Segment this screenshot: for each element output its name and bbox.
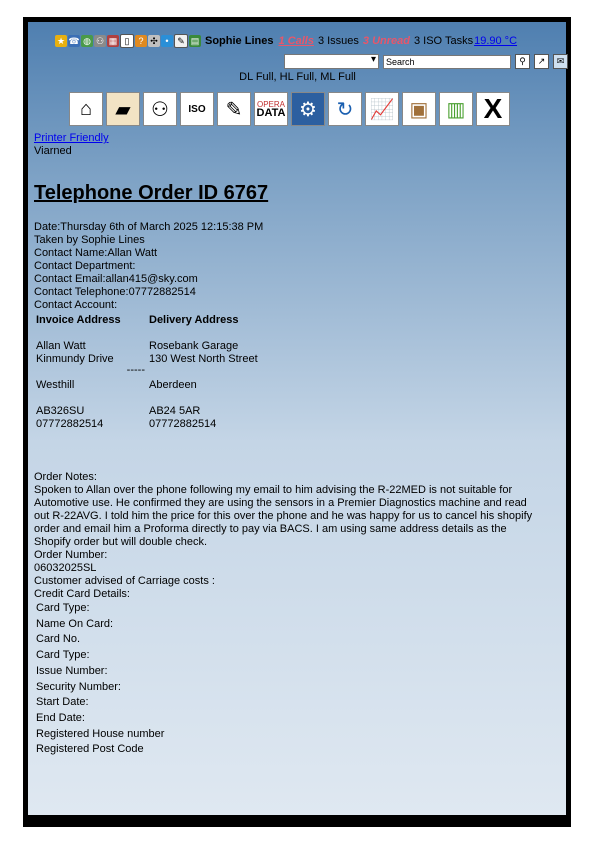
order-date: Date:Thursday 6th of March 2025 12:15:38 PM — [34, 221, 264, 233]
main-toolbar — [69, 92, 510, 126]
page-title: Telephone Order ID 6767 — [34, 182, 269, 204]
phone-icon[interactable]: ☎ — [68, 36, 80, 46]
card-field: End Date: — [36, 711, 85, 724]
top-status-bar — [55, 33, 517, 49]
search-icon[interactable]: ⚲ — [515, 54, 530, 69]
contact-name: Contact Name:Allan Watt — [34, 247, 158, 259]
order-number-label: Order Number: — [34, 549, 108, 561]
search-input[interactable]: Search — [383, 55, 511, 69]
card-field: Security Number: — [36, 680, 121, 693]
credit-card-details-label: Credit Card Details: — [34, 588, 130, 600]
issues-count[interactable]: 3 Issues — [317, 35, 359, 47]
calls-link[interactable]: 1 Calls — [278, 35, 314, 47]
box-icon[interactable]: ▣ — [402, 92, 436, 126]
card-field: Start Date: — [36, 696, 89, 709]
delivery-phone: 07772882514 — [149, 418, 217, 430]
chart-icon[interactable]: 📈 — [365, 92, 399, 126]
viewed-label: Viarned — [34, 145, 72, 157]
notes-icon[interactable]: ✎ — [217, 92, 251, 126]
card-field: Card No. — [36, 633, 81, 646]
card-field: Issue Number: — [36, 664, 108, 677]
iso-tasks-count[interactable]: 3 ISO Tasks — [413, 35, 474, 47]
card-field: Name On Card: — [36, 617, 114, 630]
invoice-address-line: Allan Watt — [36, 340, 86, 352]
puzzle-icon[interactable]: ✣ — [148, 35, 160, 47]
book-icon[interactable]: ▥ — [439, 92, 473, 126]
document-icon[interactable]: ▯ — [120, 34, 134, 48]
clipboard-icon[interactable]: ✎ — [174, 34, 188, 48]
spreadsheet-icon[interactable]: ▤ — [190, 36, 200, 46]
order-content — [34, 132, 559, 758]
card-field: Card Type: — [36, 602, 90, 614]
close-x-icon[interactable]: X — [476, 92, 510, 126]
user-name: Sophie Lines — [205, 35, 274, 47]
card-field: Card Type: — [36, 649, 90, 662]
invoice-postcode: AB326SU — [36, 405, 85, 417]
contact-email: Contact Email:allan415@sky.com — [34, 273, 198, 285]
card-field: Registered House number — [36, 727, 165, 740]
delivery-address-line: Aberdeen — [149, 379, 197, 391]
opera-data-icon[interactable]: OPERA DATA — [254, 92, 288, 126]
door-icon[interactable]: ▰ — [106, 92, 140, 126]
unread-count[interactable]: 3 Unread — [362, 35, 410, 47]
delivery-address-header: Delivery Address — [149, 314, 239, 326]
order-notes-text: Spoken to Allan over the phone following my email to him advising the R-22MED is not suitable for Automotive use. He confirmed they are using the sensors in a Premier Diagnostics machine and read out R-22AVG. I told him the price for this over the phone and he was happy for us to cancel his shopify order and email him a Proforma directly to pay via BACS. I am using same address details as the Shopify order but will double check. — [34, 484, 533, 548]
delivery-postcode: AB24 5AR — [149, 405, 201, 417]
address-table — [34, 314, 260, 431]
mail-icon[interactable]: ✉ — [553, 54, 568, 69]
calendar-icon[interactable]: ▦ — [108, 36, 118, 46]
card-field: Registered Post Code — [36, 743, 144, 756]
star-icon[interactable]: ★ — [56, 36, 66, 46]
contact-telephone: Contact Telephone:07772882514 — [34, 286, 196, 298]
contact-department: Contact Department: — [34, 260, 136, 272]
open-external-icon[interactable]: ↗ — [534, 54, 549, 69]
invoice-phone: 07772882514 — [36, 418, 104, 430]
carriage-costs: Customer advised of Carriage costs : — [34, 575, 215, 587]
help-icon[interactable]: ? — [135, 35, 147, 47]
contact-account: Contact Account: — [34, 299, 118, 311]
home-icon[interactable]: ⌂ — [69, 92, 103, 126]
order-number: 06032025SL — [34, 562, 97, 574]
invoice-address-header: Invoice Address — [36, 314, 121, 326]
users-icon[interactable]: ⚇ — [143, 92, 177, 126]
delivery-address-line: 130 West North Street — [149, 353, 258, 365]
invoice-address-line: Westhill — [36, 379, 75, 391]
order-notes-label: Order Notes: — [34, 471, 97, 483]
order-taken-by: Taken by Sophie Lines — [34, 234, 145, 246]
temperature-link[interactable]: 19.90 °C — [474, 35, 518, 47]
invoice-address-line: Kinmundy Drive — [36, 353, 114, 365]
group-icon[interactable]: ⚇ — [95, 36, 105, 46]
search-scope-select[interactable] — [284, 54, 379, 69]
iso-icon[interactable]: ISO — [180, 92, 214, 126]
globe-icon[interactable]: ◍ — [81, 35, 93, 47]
delivery-address-line: Rosebank Garage — [149, 340, 239, 352]
refresh-icon[interactable]: ↻ — [328, 92, 362, 126]
search-row — [284, 54, 568, 69]
printer-friendly-link[interactable]: Printer Friendly — [34, 132, 109, 144]
card-details-list — [34, 601, 559, 758]
dl-status-line: DL Full, HL Full, ML Full — [239, 71, 356, 83]
settings-gear-icon[interactable]: ⚙ — [291, 92, 325, 126]
info-icon[interactable]: • — [161, 35, 173, 47]
address-separator: ----- — [126, 364, 145, 376]
